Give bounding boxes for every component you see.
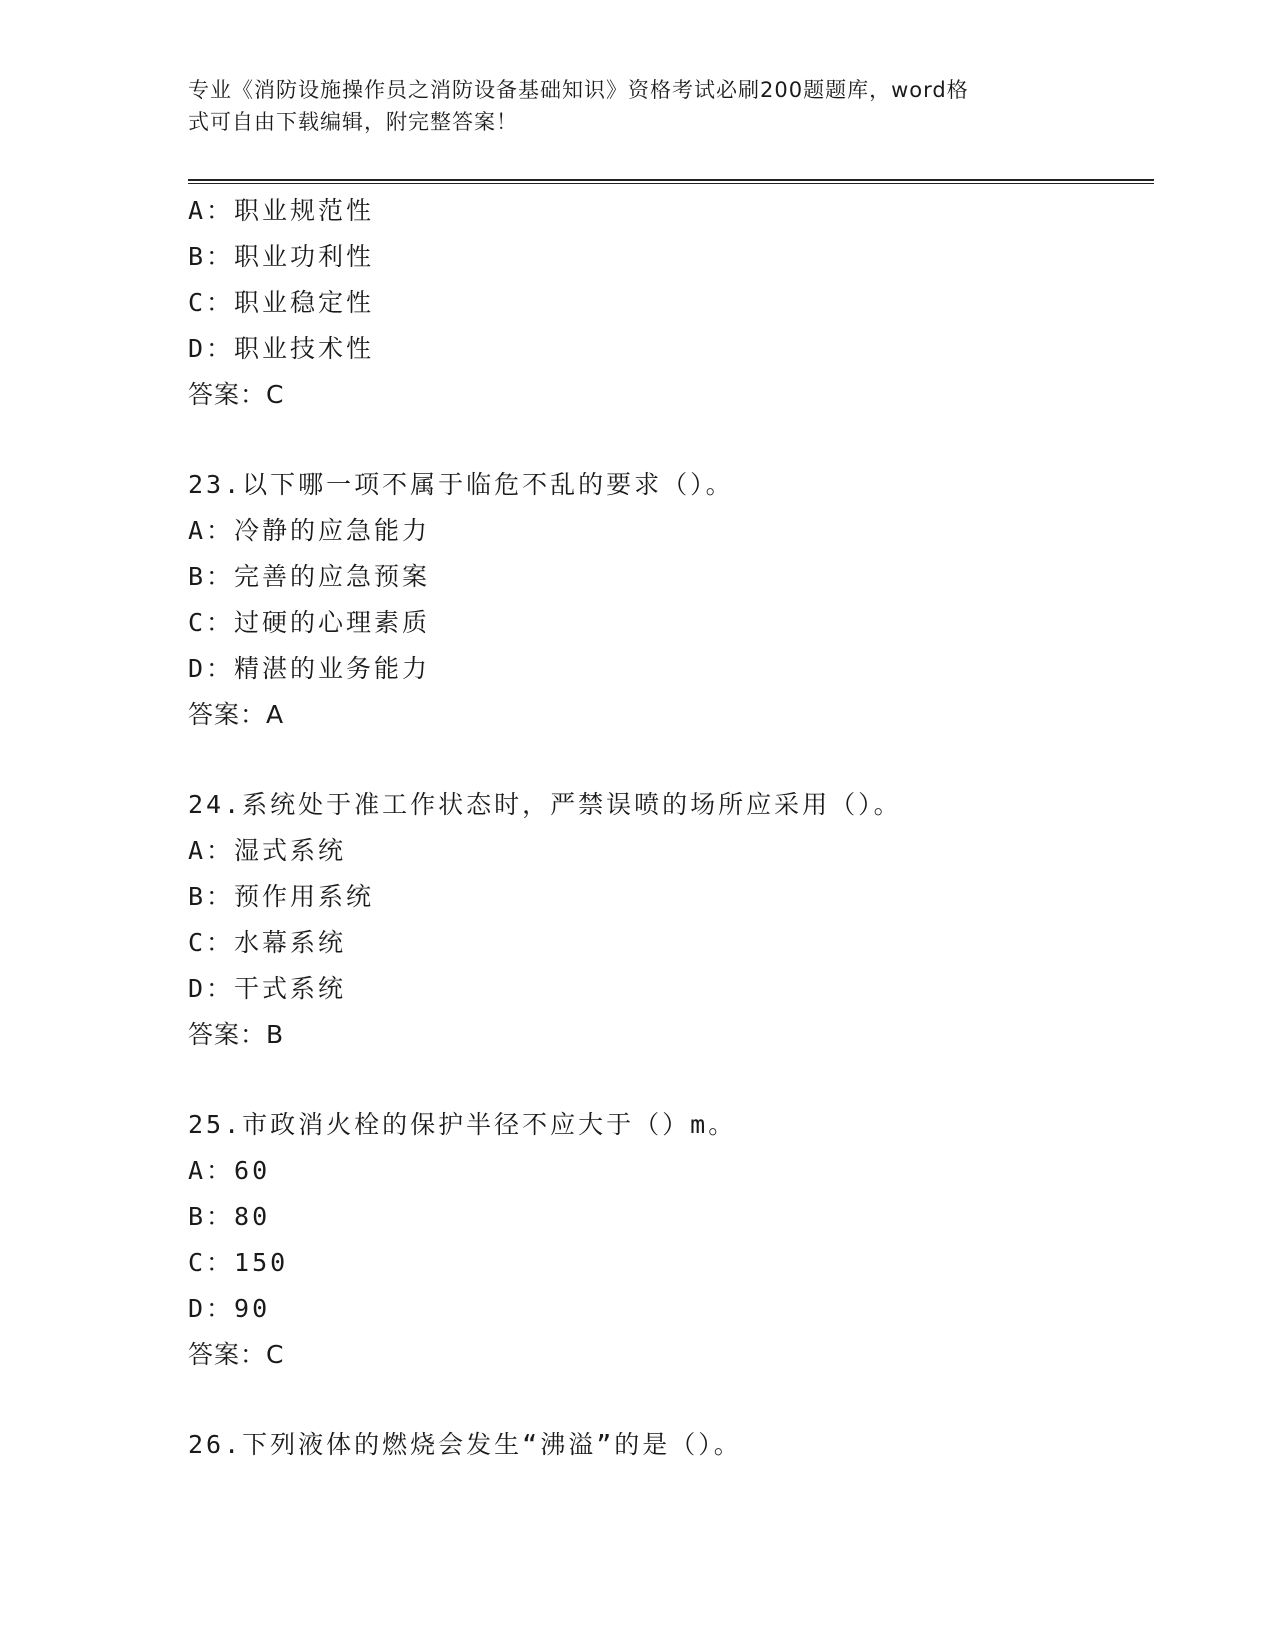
header-divider <box>188 179 1154 184</box>
option-d: D：90 <box>188 1294 271 1323</box>
option-c: C：150 <box>188 1248 289 1277</box>
question-text: 24.系统处于准工作状态时，严禁误喷的场所应采用（）。 <box>188 790 902 819</box>
option-a: A：职业规范性 <box>188 196 375 225</box>
answer: 答案：C <box>188 1340 285 1369</box>
answer: 答案：B <box>188 1020 285 1049</box>
option-b: B：完善的应急预案 <box>188 562 431 591</box>
question-text: 25.市政消火栓的保护半径不应大于（）m。 <box>188 1110 737 1139</box>
question-23 <box>188 462 1154 738</box>
option-d: D：干式系统 <box>188 974 347 1003</box>
answer: 答案：C <box>188 380 285 409</box>
option-c: C：职业稳定性 <box>188 288 375 317</box>
question-list <box>188 188 1154 1468</box>
answer: 答案：A <box>188 700 285 729</box>
option-b: B：预作用系统 <box>188 882 375 911</box>
question-text: 26.下列液体的燃烧会发生“沸溢”的是（）。 <box>188 1430 742 1459</box>
header-line-1: 专业《消防设施操作员之消防设备基础知识》资格考试必刷200题题库，word格 <box>188 78 969 102</box>
option-c: C：水幕系统 <box>188 928 347 957</box>
document-header <box>188 74 1088 138</box>
option-a: A：冷静的应急能力 <box>188 516 431 545</box>
header-line-2: 式可自由下载编辑，附完整答案！ <box>188 110 518 134</box>
option-d: D：职业技术性 <box>188 334 375 363</box>
question-25 <box>188 1102 1154 1378</box>
option-d: D：精湛的业务能力 <box>188 654 431 683</box>
question-26 <box>188 1422 1154 1468</box>
option-a: A：湿式系统 <box>188 836 347 865</box>
question-24 <box>188 782 1154 1058</box>
option-b: B：职业功利性 <box>188 242 375 271</box>
option-c: C：过硬的心理素质 <box>188 608 431 637</box>
option-a: A：60 <box>188 1156 271 1185</box>
question-text: 23.以下哪一项不属于临危不乱的要求（）。 <box>188 470 734 499</box>
question-22-continued <box>188 188 1154 418</box>
option-b: B：80 <box>188 1202 271 1231</box>
